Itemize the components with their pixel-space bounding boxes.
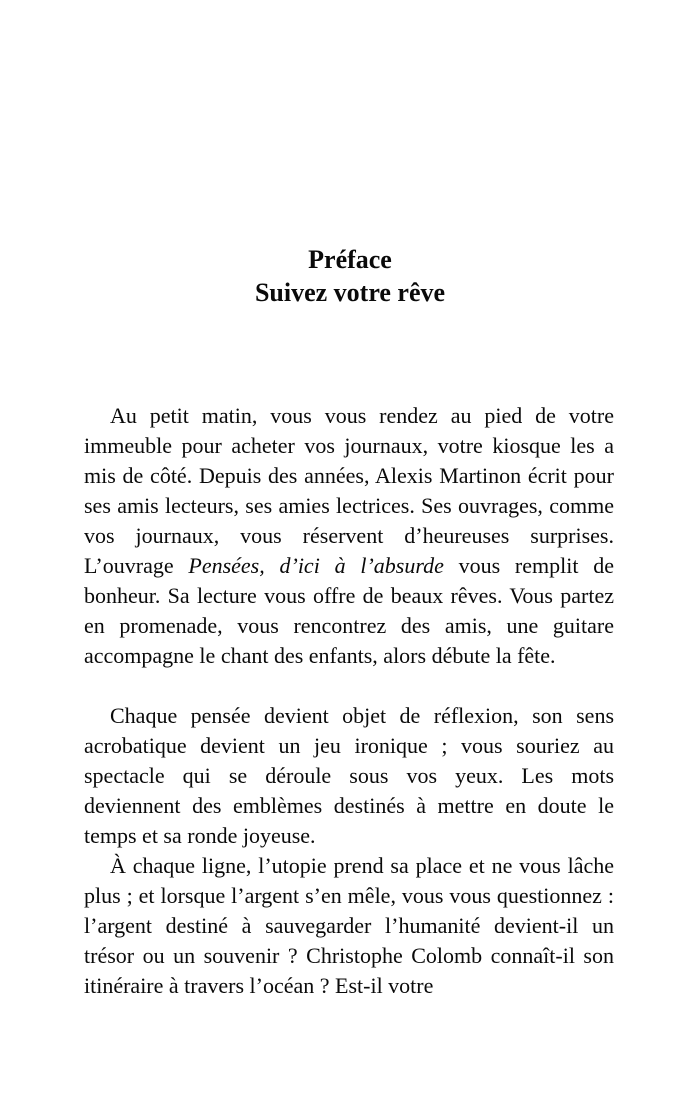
- text-segment: Chaque pensée devient objet de réflexion, son sens acrobatique devient un jeu ironique ; vous souriez au spectacle qui se déroule sous vos yeux. Les mots deviennent des emblèmes destinés à mettre en doute le temps et sa ronde joyeuse.: [84, 703, 614, 848]
- body-text: [84, 401, 614, 1001]
- chapter-title-line1: Préface: [308, 245, 392, 274]
- text-segment: vous remplit de bonheur. Sa lecture vous offre de beaux rêves. Vous partez en promenade, vous rencontrez des amis, une guitare accompagne le chant des enfants, alors débute la fête.: [84, 553, 614, 668]
- paragraph: [84, 701, 614, 851]
- paragraph: [84, 401, 614, 671]
- text-segment: À chaque ligne, l’utopie prend sa place et ne vous lâche plus ; et lorsque l’argent s’en mêle, vous vous questionnez : l’argent destiné à sauvegarder l’humanité devient-il un trésor ou un souvenir ? Christophe Colomb connaît-il son itinéraire à travers l’océan ? Est-il votre: [84, 853, 614, 998]
- chapter-title: [0, 0, 700, 309]
- chapter-title-line2: Suivez votre rêve: [254, 278, 446, 307]
- paragraph: [84, 851, 614, 1001]
- italic-text: Pensées, d’ici à l’absurde: [188, 553, 444, 578]
- text-segment: Au petit matin, vous vous rendez au pied de votre immeuble pour acheter vos journaux, votre kiosque les a mis de côté. Depuis des années, Alexis Martinon écrit pour ses amis lecteurs, ses amies lectrices. Ses ouvrages, comme vos journaux, vous réservent d’heureuses surprises. L’ouvrage: [84, 403, 614, 578]
